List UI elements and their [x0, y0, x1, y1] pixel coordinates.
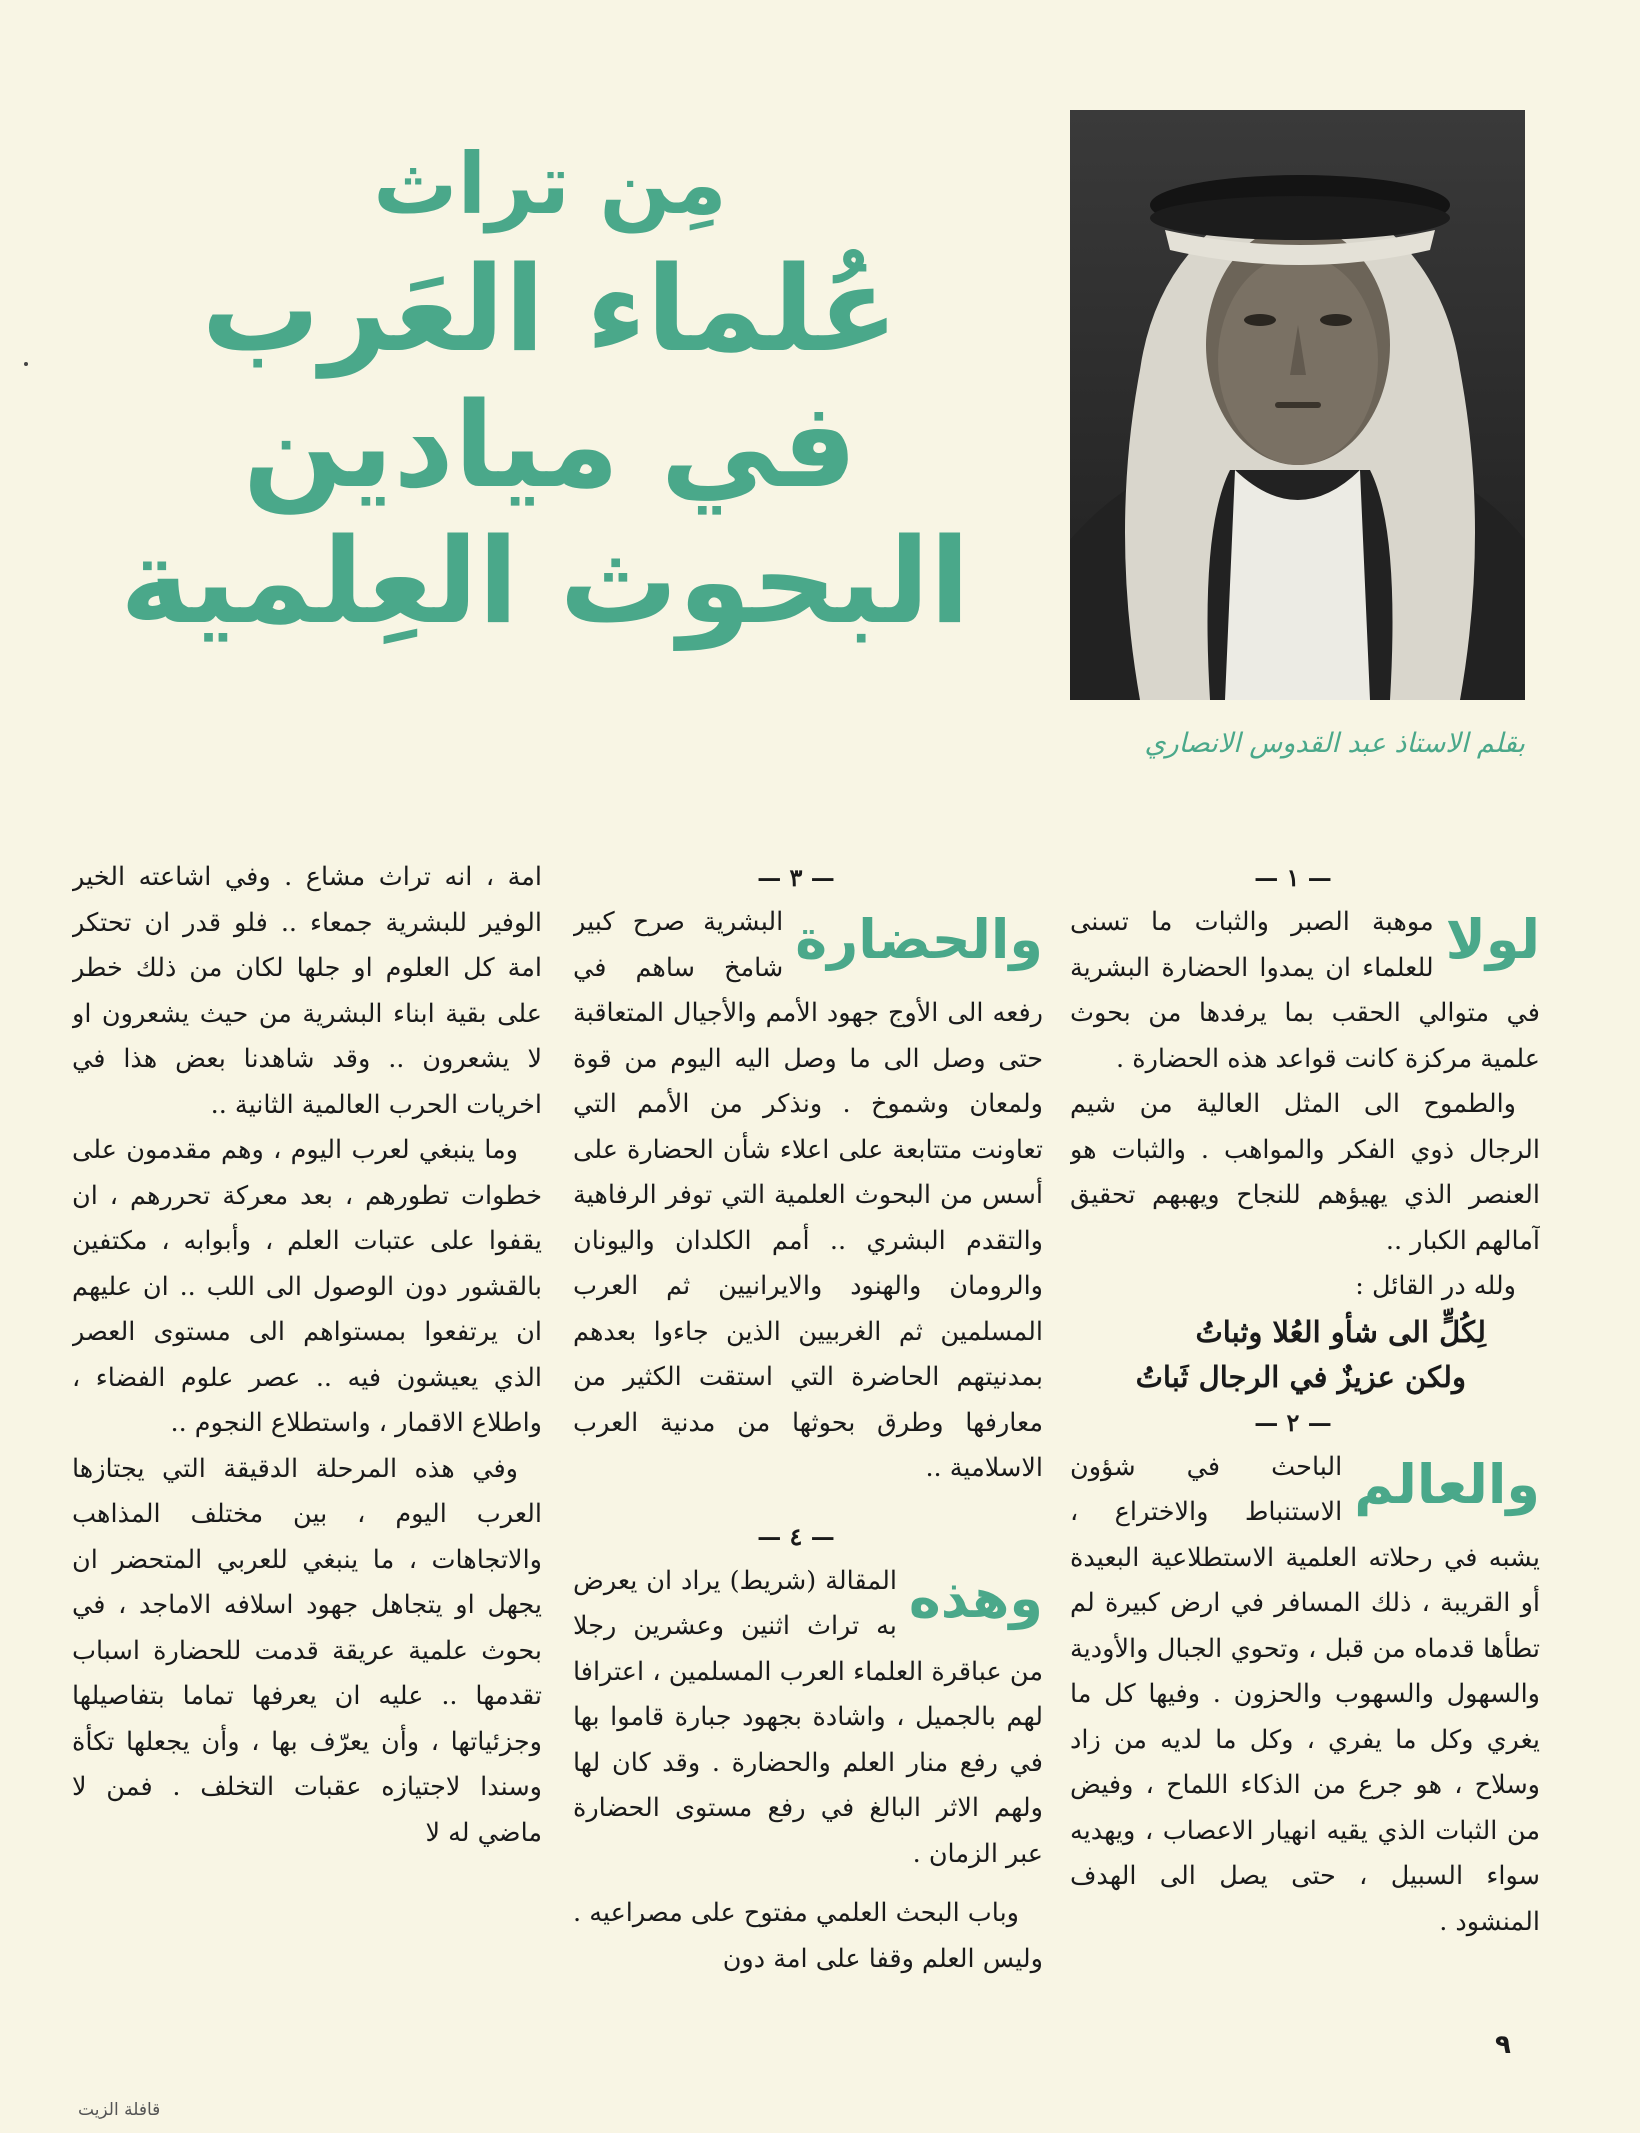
paragraph	[1070, 900, 1540, 1082]
author-byline: بقلم الاستاذ عبد القدوس الانصاري	[1144, 728, 1525, 759]
paragraph-text: المقالة (شريط) يراد ان يعرض به تراث اثنين وعشرين رجلا من عباقرة العلماء العرب المسلمين ، اعترافا لهم بالجميل ، واشادة بجهود جبارة قاموا بها في رفع منار العلم والحضارة . وقد كان لها ولهم الاثر البالغ في رفع مستوى الحضارة عبر الزمان .	[573, 1565, 1043, 1869]
text-column-left	[72, 855, 542, 2015]
page-number: ٩	[1495, 2030, 1511, 2060]
paragraph: وما ينبغي لعرب اليوم ، وهم مقدمون على خطوات تطورهم ، بعد معركة تحررهم ، ان يقفوا على عتبات العلم ، وأبوابه ، مكتفين بالقشور دون الوصول الى اللب .. ان عليهم ان يرتفعوا بمستواهم الى مستوى العصر الذي يعيشون فيه .. عصر علوم الفضاء ، واطلاع الاقمار ، واستطلاع النجوم ..	[72, 1135, 542, 1438]
drop-word: وهذه	[908, 1566, 1043, 1630]
paragraph	[1070, 1445, 1540, 1946]
paragraph: ولله در القائل :	[1355, 1271, 1516, 1301]
paragraph: وفي هذه المرحلة الدقيقة التي يجتازها العرب اليوم ، بين مختلف المذاهب والاتجاهات ، ما ينبغي للعربي المتحضر ان يجهل او يتجاهل جهود اسلافه الاماجد ، في بحوث علمية عريقة قدمت للحضارة اسباب تقدمها .. عليه ان يعرفها تماما بتفاصيلها وجزئياتها ، وأن يعرّف بها ، وأن يجعلها تكأة وسندا لاجتيازه عقبات التخلف . فمن لا ماضي له لا	[72, 1453, 542, 1848]
drop-word: لولا	[1445, 908, 1540, 971]
portrait-photo-icon	[1070, 110, 1525, 700]
footer-mark: قافلة الزيت	[78, 2100, 161, 2120]
title-line-4: البحوث العِلمية	[120, 511, 970, 650]
drop-word: والعالم	[1354, 1452, 1540, 1516]
drop-word: والحضارة	[795, 908, 1043, 971]
author-portrait	[1070, 110, 1525, 700]
paragraph: امة ، انه تراث مشاع . وفي اشاعته الخير الوفير للبشرية جمعاء .. فلو قدر ان تحتكر امة كل العلوم او جلها لكان من ذلك خطر على بقية ابناء البشرية من حيث يشعرون او لا يشعرون .. وقد شاهدنا بعض هذا في اخريات الحرب العالمية الثانية ..	[72, 862, 542, 1120]
article-title	[120, 130, 970, 730]
poem-verse-1: لِكُلٍّ الى شأو العُلا وثباتُ	[1195, 1314, 1486, 1349]
paragraph	[573, 900, 1043, 1492]
paragraph: والطموح الى المثل العالية من شيم الرجال ذوي الفكر والمواهب . والثبات هو العنصر الذي يهيؤهم للنجاح ويهبهم تحقيق آمالهم الكبار ..	[1070, 1089, 1540, 1256]
ink-speck	[24, 362, 28, 366]
title-line-1: مِن تراث	[373, 135, 727, 233]
paragraph-text: موهبة الصبر والثبات ما تسنى للعلماء ان يمدوا الحضارة البشرية في متوالي الحقب بما يرفدها من بحوث علمية مركزة كانت قواعد هذه الحضارة .	[1070, 907, 1540, 1074]
section-number: — ١ —	[1254, 863, 1332, 892]
text-column-right	[1070, 855, 1540, 2015]
title-line-3: في ميادين	[242, 376, 858, 515]
paragraph	[573, 1559, 1043, 1878]
paragraph-text: البشرية صرح كبير شامخ ساهم في رفعه الى الأوج جهود الأمم والأجيال المتعاقبة حتى وصل الى ما وصل اليه اليوم من قوة ولمعان وشموخ . ونذكر من الأمم التي تعاونت متتابعة على اعلاء شأن الحضارة على أسس من البحوث العلمية التي توفر الرفاهية والتقدم البشري .. أمم الكلدان واليونان والرومان والهنود والايرانيين ثم العرب المسلمين ثم الغربيين الذين جاءوا بعدهم بمدنيتهم الحاضرة التي استقت الكثير من معارفها وطرق بحوثها من مدنية العرب الاسلامية ..	[573, 907, 1043, 1483]
paragraph: وباب البحث العلمي مفتوح على مصراعيه . وليس العلم وقفا على امة دون	[573, 1898, 1043, 1974]
text-column-middle	[573, 855, 1043, 2015]
paragraph-text: الباحث في شؤون الاستنباط والاختراع ، يشبه في رحلاته العلمية الاستطلاعية البعيدة أو القريبة ، ذلك المسافر في ارض كبيرة لم تطأها قدماه من قبل ، وتحوي الجبال والأودية والسهول والسهوب والحزون . وفيها كل ما يغري وكل ما يفري ، وكل ما لديه من زاد وسلاح ، هو جرع من الذكاء اللماح ، وفيض من الثبات الذي يقيه انهيار الاعصاب ، ويهديه سواء السبيل ، حتى يصل الى الهدف المنشود .	[1070, 1451, 1540, 1937]
section-number: — ٣ —	[757, 863, 835, 892]
section-number: — ٢ —	[1254, 1407, 1332, 1437]
section-number: — ٤ —	[757, 1521, 835, 1551]
poem-verse-2: ولكن عزيزٌ في الرجال ثَباتُ	[1135, 1359, 1466, 1394]
title-line-2: عُلماء العَرب	[201, 240, 899, 379]
